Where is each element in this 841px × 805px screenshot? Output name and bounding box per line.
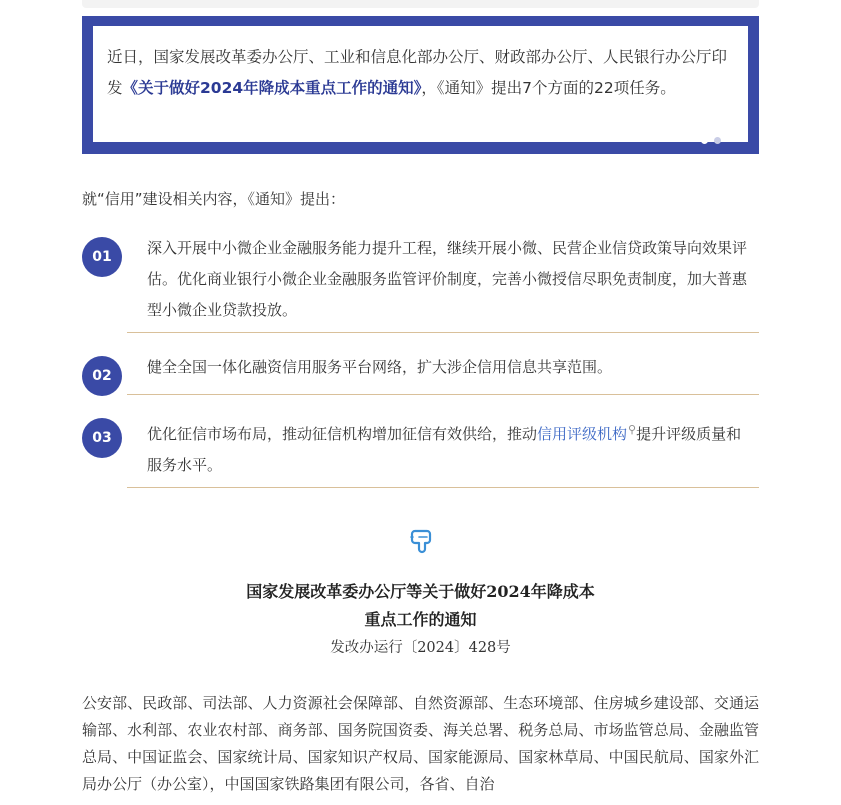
- carousel-dots: [701, 137, 721, 144]
- doc-number: 发改办运行〔2024〕428号: [330, 640, 511, 656]
- item-number-badge: 03: [82, 418, 122, 458]
- intro-box: [82, 16, 759, 154]
- doc-body: 公安部、民政部、司法部、人力资源社会保障部、自然资源部、生态环境部、住房城乡建设部、交通运输部、水利部、农业农村部、商务部、国务院国资委、海关总署、税务总局、市场监管总局、金融监管总局、中国证监会、国家统计局、国家知识产权局、国家能源局、国家林草局、中国民航局、国家外汇局办公厅（办公室），中国国家铁路集团有限公司，各省、自治: [82, 694, 759, 793]
- carousel-dot: [701, 137, 708, 144]
- intro-suffix: ，《通知》提出7个方面的22项任务。: [421, 79, 676, 97]
- notice-link[interactable]: 《关于做好2024年降成本重点工作的通知》: [122, 79, 422, 97]
- item-text: [147, 414, 755, 481]
- hand-pointing-down-icon: [409, 528, 433, 556]
- rating-agency-link[interactable]: 信用评级机构: [537, 425, 628, 443]
- item-number-badge: 01: [82, 237, 122, 277]
- item-text: 健全全国一体化融资信用服务平台网络，扩大涉企信用信息共享范围。: [147, 358, 613, 376]
- search-icon[interactable]: ⚲: [628, 423, 637, 436]
- carousel-dot: [714, 137, 721, 144]
- item-number-badge: 02: [82, 356, 122, 396]
- doc-title-line2: 重点工作的通知: [364, 610, 477, 629]
- item-divider: [127, 394, 759, 395]
- doc-title-line1: 国家发展改革委办公厅等关于做好2024年降成本: [246, 582, 595, 601]
- intro-prefix: 近日，国家发展改革委办公厅、工业和信息化部办公厅、财政部办公厅、人民银行办公厅印发: [107, 48, 728, 97]
- lead-text: 就“信用”建设相关内容，《通知》提出：: [82, 190, 346, 208]
- top-strip: [82, 0, 759, 8]
- item-divider: [127, 487, 759, 488]
- item-divider: [127, 332, 759, 333]
- item-text-after: 提升评级质量和服务水平。: [147, 425, 742, 474]
- intro-text: [93, 26, 748, 142]
- item-text: 深入开展中小微企业金融服务能力提升工程，继续开展小微、民营企业信贷政策导向效果评估。优化商业银行小微企业金融服务监管评价制度，完善小微授信尽职免责制度，加大普惠型小微企业贷款投放。: [147, 239, 748, 319]
- item-text-before: 优化征信市场布局，推动征信机构增加征信有效供给，推动: [147, 425, 538, 443]
